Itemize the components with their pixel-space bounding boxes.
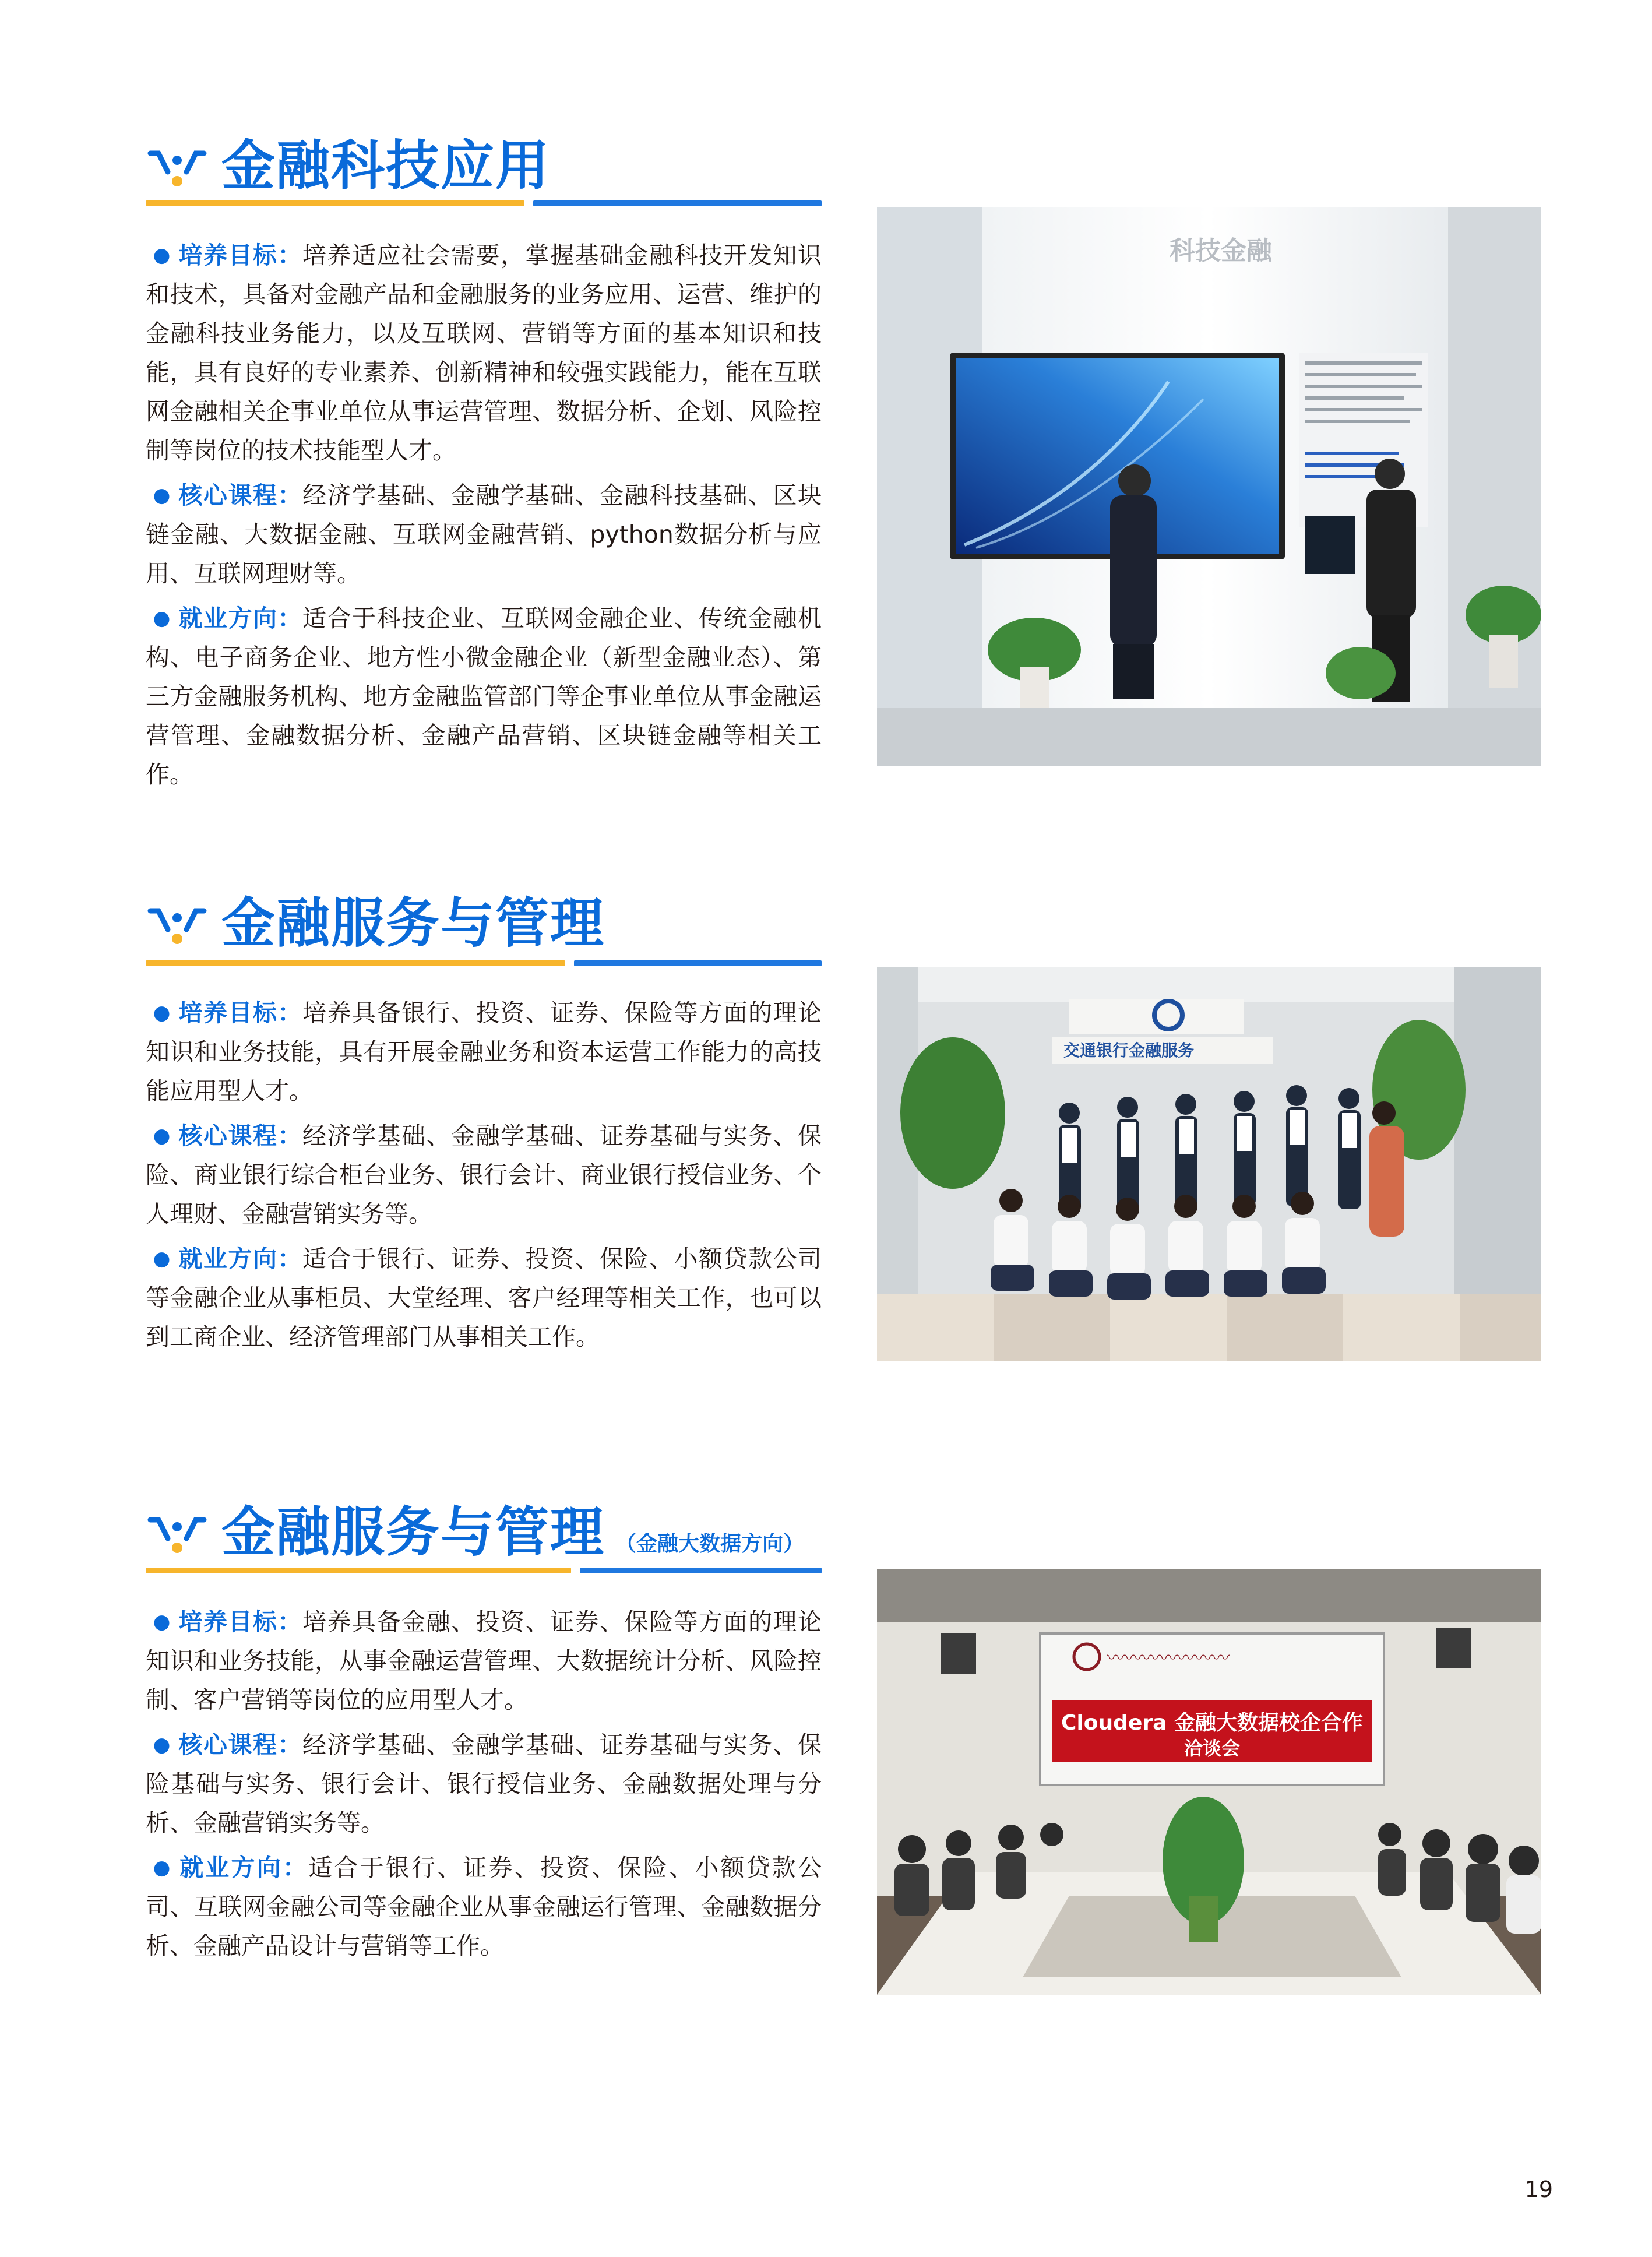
section-header	[146, 889, 822, 982]
v-logo-icon	[146, 136, 213, 194]
section-body	[146, 1603, 822, 1971]
divider-yellow	[146, 200, 524, 206]
bank-sign: 交通银行金融服务	[1063, 1041, 1195, 1060]
photo-meeting-room	[877, 1569, 1541, 1995]
bullet-icon: ●	[153, 1733, 171, 1756]
divider-yellow	[146, 960, 565, 966]
divider-blue	[580, 1568, 822, 1573]
photo-fintech-lab	[877, 207, 1541, 766]
page-number: 19	[1524, 2177, 1553, 2202]
wall-sign: 科技金融	[1170, 236, 1272, 266]
goal-paragraph: ● 培养目标：培养具备金融、投资、证券、保险等方面的理论知识和业务技能，从事金融运营管理、大数据统计分析、风险控制、客户营销等岗位的应用型人才。	[146, 1603, 822, 1720]
goal-paragraph: ● 培养目标：培养适应社会需要，掌握基础金融科技开发知识和技术，具备对金融产品和金融服务的业务应用、运营、维护的金融科技业务能力，以及互联网、营销等方面的基本知识和技能，具有良好的专业素养、创新精神和较强实践能力，能在互联网金融相关企事业单位从事运营管理、数据分析、企划、风险控制等岗位的技术技能型人才。	[146, 236, 822, 470]
section-title: 金融服务与管理	[221, 892, 605, 955]
course-paragraph: ● 核心课程：经济学基础、金融学基础、证券基础与实务、保险基础与实务、银行会计、银行授信业务、金融数据处理与分析、金融营销实务等。	[146, 1726, 822, 1843]
career-paragraph: ● 就业方向：适合于银行、证券、投资、保险、小额贷款公司、互联网金融公司等金融企业从事金融运行管理、金融数据分析、金融产品设计与营销等工作。	[146, 1848, 822, 1966]
section-body	[146, 994, 822, 1362]
goal-paragraph: ● 培养目标：培养具备银行、投资、证券、保险等方面的理论知识和业务技能，具有开展金融业务和资本运营工作能力的高技能应用型人才。	[146, 994, 822, 1111]
divider-yellow	[146, 1568, 571, 1573]
bullet-icon: ●	[153, 607, 171, 630]
section-title: 金融服务与管理 （金融大数据方向）	[221, 1501, 805, 1564]
bullet-icon: ●	[153, 1610, 171, 1633]
v-logo-icon	[146, 1502, 213, 1561]
divider-blue	[533, 200, 822, 206]
svg-text:〰〰〰〰〰〰〰: 〰〰〰〰〰〰〰	[1107, 1648, 1230, 1668]
bullet-icon: ●	[153, 1856, 171, 1879]
section-header	[146, 1498, 822, 1591]
bullet-icon: ●	[153, 1247, 171, 1270]
course-paragraph: ● 核心课程：经济学基础、金融学基础、证券基础与实务、保险、商业银行综合柜台业务、银行会计、商业银行授信业务、个人理财、金融营销实务等。	[146, 1117, 822, 1234]
career-paragraph: ● 就业方向：适合于科技企业、互联网金融企业、传统金融机构、电子商务企业、地方性小微金融企业（新型金融业态）、第三方金融服务机构、地方金融监管部门等企事业单位从事金融运营管理、金融数据分析、金融产品营销、区块链金融等相关工作。	[146, 599, 822, 794]
screen-banner: Cloudera 金融大数据校企合作	[1061, 1711, 1363, 1735]
course-paragraph: ● 核心课程：经济学基础、金融学基础、金融科技基础、区块链金融、大数据金融、互联网金融营销、python数据分析与应用、互联网理财等。	[146, 476, 822, 593]
bullet-icon: ●	[153, 484, 171, 507]
v-logo-icon	[146, 893, 213, 952]
section-header	[146, 131, 822, 224]
section-body	[146, 236, 822, 800]
screen-banner-line2: 洽谈会	[1183, 1737, 1241, 1759]
section-subtitle: （金融大数据方向）	[615, 1532, 805, 1556]
photo-bank-group	[877, 967, 1541, 1361]
bullet-icon: ●	[153, 1124, 171, 1147]
divider-blue	[574, 960, 822, 966]
section-title: 金融科技应用	[221, 135, 551, 197]
career-paragraph: ● 就业方向：适合于银行、证券、投资、保险、小额贷款公司等金融企业从事柜员、大堂经理、客户经理等相关工作，也可以到工商企业、经济管理部门从事相关工作。	[146, 1240, 822, 1357]
bullet-icon: ●	[153, 1001, 171, 1024]
bullet-icon: ●	[153, 244, 171, 267]
